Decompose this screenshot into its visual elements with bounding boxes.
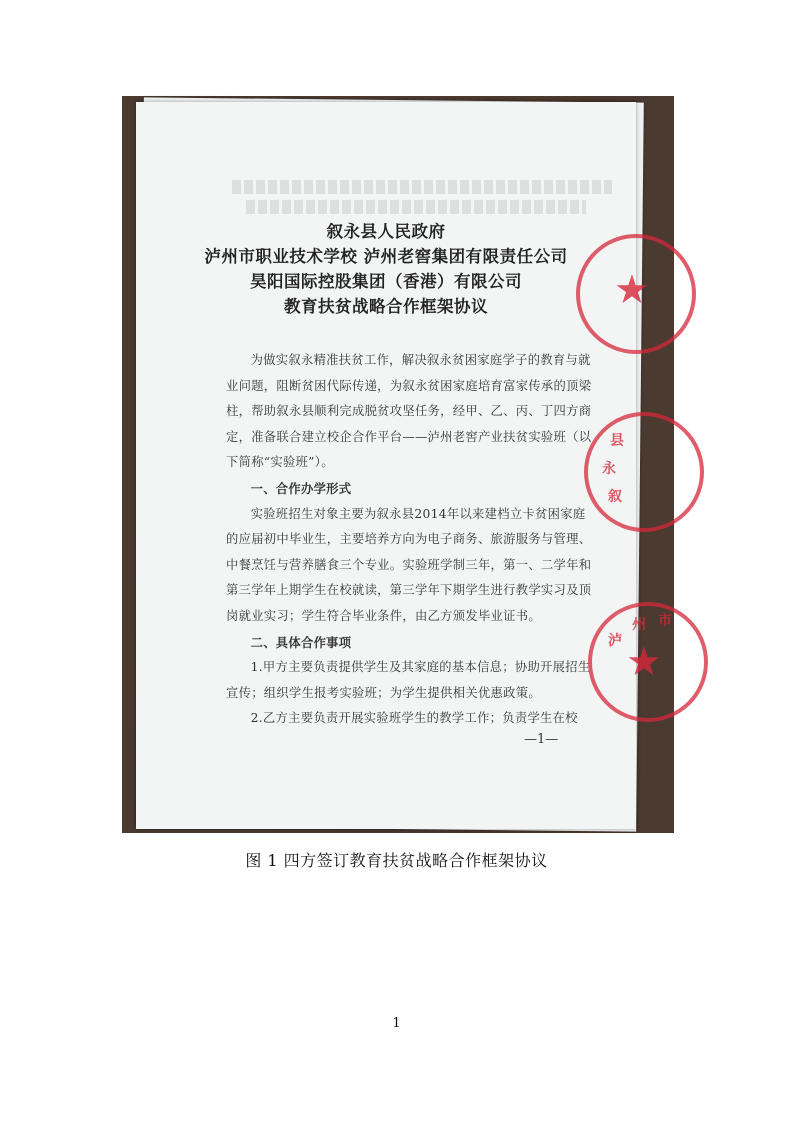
official-seal [584, 412, 704, 532]
agreement-body [226, 348, 594, 732]
seal-char: 永 [602, 461, 616, 477]
official-seal [576, 234, 696, 354]
heading-line: 泸州市职业技术学校 泸州老窖集团有限责任公司 [204, 247, 568, 266]
seal-char: 县 [610, 433, 624, 449]
heading-line: 教育扶贫战略合作框架协议 [284, 297, 488, 316]
section-paragraph: 实验班招生对象主要为叙永县2014年以来建档立卡贫困家庭的应届初中毕业生，主要培养方向为电子商务、旅游服务与管理、中餐烹饪与营养膳食三个专业。实验班学制三年，第一、二学年和第三学年上期学生在校就读，第三学年下期学生进行教学实习及顶岗就业实习；学生符合毕业条件，由乙方颁发毕业证书。 [226, 506, 592, 623]
seal-star-icon: ★ [614, 267, 650, 313]
item-paragraph: 2.乙方主要负责开展实验班学生的教学工作；负责学生在校 [250, 711, 578, 726]
item-paragraph: 1.甲方主要负责提供学生及其家庭的基本信息；协助开展招生宣传；组织学生报考实验班；为学生提供相关优惠政策。 [226, 660, 591, 700]
seal-char: 市 [658, 613, 672, 629]
figure-caption: 图 1 四方签订教育扶贫战略合作框架协议 [245, 851, 548, 870]
section-title: 一、合作办学形式 [250, 480, 352, 496]
seal-star-icon: ★ [626, 639, 662, 685]
paper-page-number: —1— [524, 732, 559, 747]
agreement-paper [136, 102, 672, 829]
agreement-heading [136, 219, 636, 319]
seal-char: 叙 [608, 489, 622, 505]
official-seal [588, 602, 708, 722]
seal-char: 泸 [608, 633, 622, 649]
intro-paragraph: 为做实叙永精准扶贫工作，解决叙永贫困家庭学子的教育与就业问题，阻断贫困代际传递，为叙永贫困家庭培育富家传承的顶梁柱，帮助叙永县顺利完成脱贫攻坚任务，经甲、乙、丙、丁四方商定，准备联合建立校企合作平台——泸州老窖产业扶贫实验班（以下简称“实验班”）。 [226, 353, 592, 470]
heading-line: 昊阳国际控股集团（香港）有限公司 [250, 272, 522, 291]
bleed-through-text [246, 200, 586, 214]
section-title: 二、具体合作事项 [250, 634, 352, 650]
seal-char: 州 [632, 617, 646, 633]
agreement-photo [122, 96, 674, 833]
heading-line: 叙永县人民政府 [326, 222, 446, 241]
bleed-through-text [232, 180, 612, 194]
page-number: 1 [392, 1016, 401, 1031]
